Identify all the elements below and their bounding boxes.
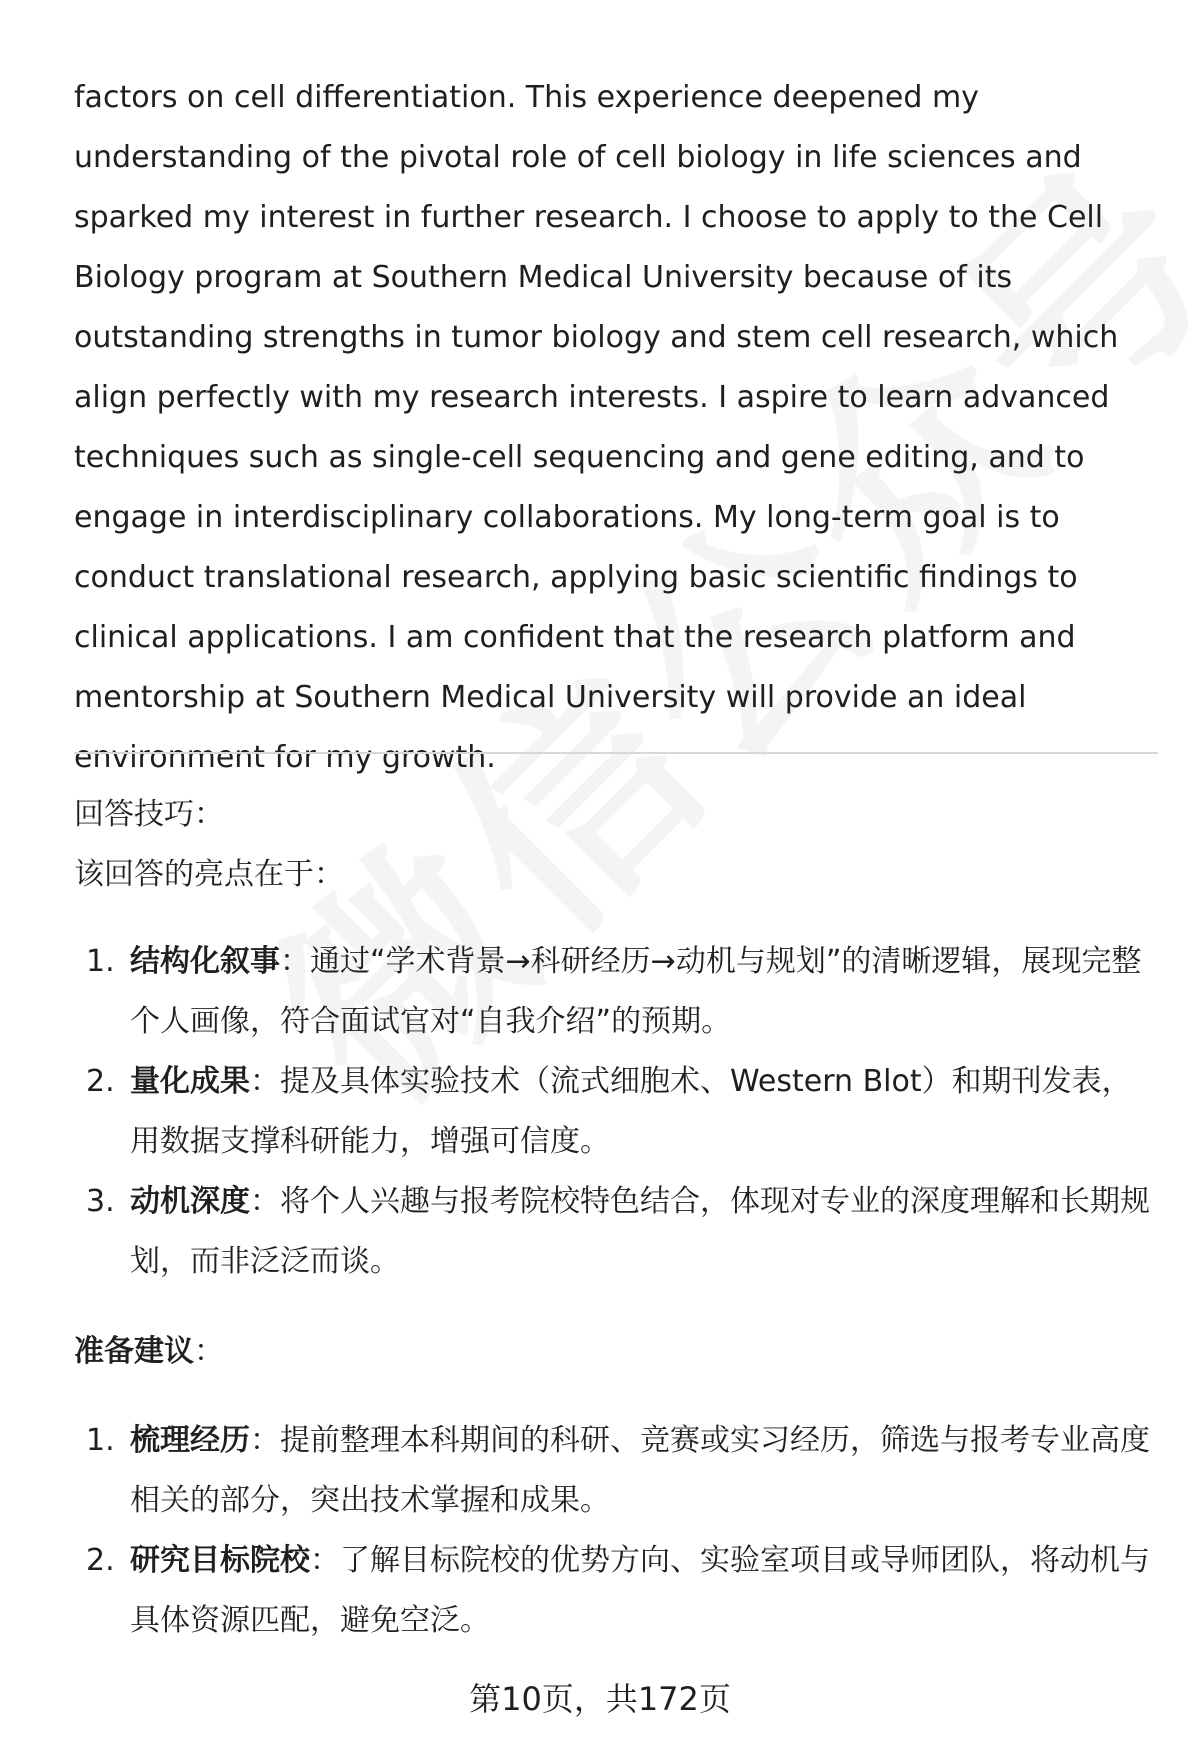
list-number: 2. bbox=[86, 1543, 115, 1578]
list-item-text: ：提及具体实验技术（流式细胞术、Western Blot）和期刊发表，用数据支撑科研能力，增强可信度。 bbox=[130, 1064, 1132, 1159]
list-item bbox=[74, 1172, 1158, 1292]
list-item-text: ：将个人兴趣与报考院校特色结合，体现对专业的深度理解和长期规划，而非泛泛而谈。 bbox=[130, 1184, 1150, 1279]
list-item-heading: 结构化叙事 bbox=[130, 944, 280, 979]
list-item-heading: 动机深度 bbox=[130, 1184, 250, 1219]
list-number: 3. bbox=[86, 1184, 115, 1219]
list-number: 1. bbox=[86, 1423, 115, 1458]
list-item bbox=[74, 1411, 1158, 1531]
highlights-list bbox=[74, 932, 1158, 1292]
list-item-text: ：了解目标院校的优势方向、实验室项目或导师团队，将动机与具体资源匹配，避免空泛。 bbox=[130, 1543, 1150, 1638]
list-item bbox=[74, 1052, 1158, 1172]
list-number: 1. bbox=[86, 944, 115, 979]
prep-label-colon: ： bbox=[194, 1334, 224, 1369]
list-item bbox=[74, 1531, 1158, 1651]
list-item-heading: 量化成果 bbox=[130, 1064, 250, 1099]
list-item-heading: 梳理经历 bbox=[130, 1423, 250, 1458]
body-paragraph: factors on cell differentiation. This experience deepened my understanding of the pivotal role of cell biology in life sciences and sparked my interest in further research. I choose to apply to the Cell Biology program at Southern Medical University because of its outstanding strengths in tumor biology and stem cell research, which align perfectly with my research interests. I aspire to learn advanced techniques such as single-cell sequencing and gene editing, and to engage in interdisciplinary collaborations. My long-term goal is to conduct translational research, applying basic scientific findings to clinical applications. I am confident that the research platform and mentorship at Southern Medical University will provide an ideal environment for my growth. bbox=[74, 80, 1119, 775]
prep-label-bold: 准备建议 bbox=[74, 1334, 194, 1369]
list-item-heading: 研究目标院校 bbox=[130, 1543, 310, 1578]
prep-list bbox=[74, 1411, 1158, 1651]
page-number-footer: 第10页，共172页 bbox=[469, 1680, 731, 1718]
highlights-intro: 该回答的亮点在于： bbox=[74, 857, 344, 892]
list-item-text: ：通过“学术背景→科研经历→动机与规划”的清晰逻辑，展现完整个人画像，符合面试官对“自我介绍”的预期。 bbox=[130, 944, 1142, 1039]
tips-label: 回答技巧： bbox=[74, 797, 224, 832]
list-item-text: ：提前整理本科期间的科研、竞赛或实习经历，筛选与报考专业高度相关的部分，突出技术掌握和成果。 bbox=[130, 1423, 1150, 1518]
list-item bbox=[74, 932, 1158, 1052]
list-number: 2. bbox=[86, 1064, 115, 1099]
prep-label bbox=[74, 1332, 224, 1372]
section-divider bbox=[74, 752, 1158, 754]
